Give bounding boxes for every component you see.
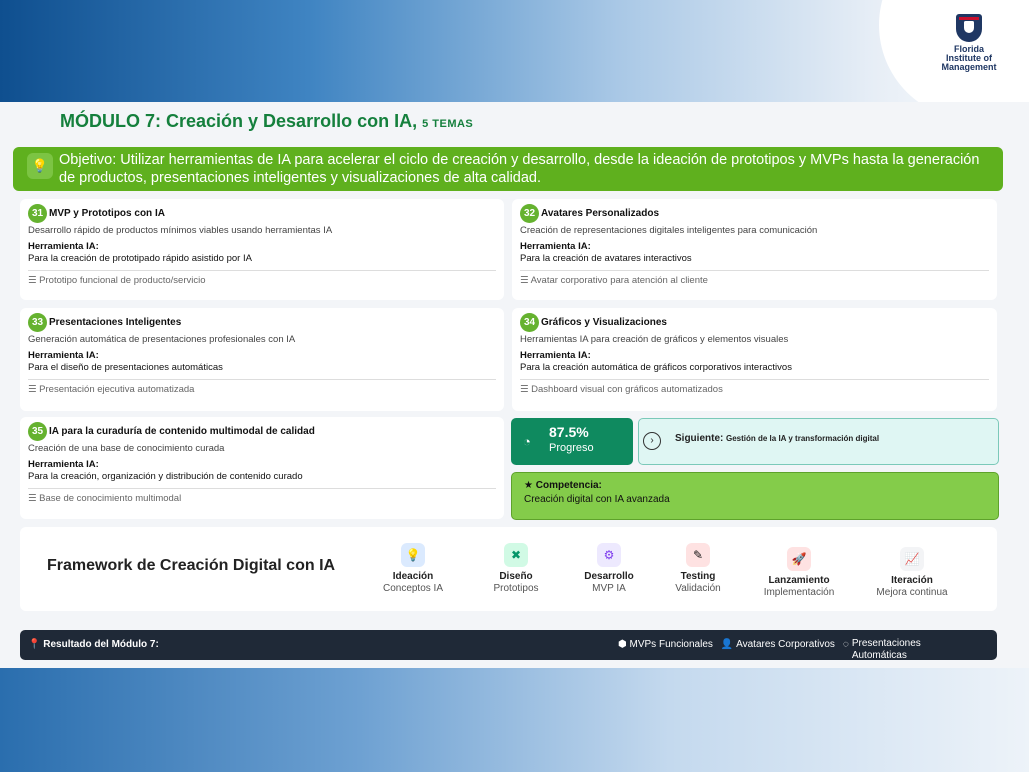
- topic-number: 34: [520, 313, 539, 332]
- topic-output: ☰ Avatar corporativo para atención al cliente: [520, 270, 989, 287]
- progress-value: 87.5%: [549, 424, 589, 440]
- framework-step-desarrollo: [559, 543, 659, 595]
- progress-label: Progreso: [549, 442, 594, 454]
- topic-title: Presentaciones Inteligentes: [49, 317, 182, 329]
- competence-label: Competencia:: [535, 480, 602, 491]
- step-name: Testing: [680, 571, 716, 582]
- framework-step-testing: [648, 543, 748, 595]
- shield-icon: [956, 14, 982, 42]
- chart-line-icon: 📈: [900, 547, 924, 571]
- cogs-icon: ⚙: [597, 543, 621, 567]
- topic-tool: [28, 350, 496, 374]
- topic-tool: [28, 459, 496, 483]
- logo-line-2: Institute of: [946, 53, 992, 63]
- star-icon: ★: [524, 480, 533, 491]
- output-text: Dashboard visual con gráficos automatizados: [531, 384, 723, 395]
- footer-banner: [0, 668, 1029, 772]
- step-sub: Mejora continua: [876, 587, 948, 598]
- framework-step-lanzamiento: [749, 547, 849, 599]
- result-title-text: Resultado del Módulo 7:: [43, 639, 159, 650]
- topic-output: ☰ Dashboard visual con gráficos automatizados: [520, 379, 989, 396]
- topic-output: ☰ Presentación ejecutiva automatizada: [28, 379, 496, 396]
- tool-text: Para la creación de prototipado rápido asistido por IA: [28, 253, 252, 264]
- result-item-text: Avatares Corporativos: [736, 639, 835, 650]
- output-text: Avatar corporativo para atención al cliente: [530, 275, 708, 286]
- topic-output: ☰ Base de conocimiento multimodal: [28, 488, 496, 505]
- next-label: Siguiente:: [675, 433, 724, 444]
- tool-text: Para la creación, organización y distribución de contenido curado: [28, 471, 303, 482]
- result-item-presentations: [843, 639, 932, 662]
- rocket-icon: 🚀: [787, 547, 811, 571]
- framework-section: [20, 527, 997, 611]
- topic-description: Herramientas IA para creación de gráficos y elementos visuales: [520, 334, 789, 345]
- topic-title: Gráficos y Visualizaciones: [541, 317, 667, 329]
- result-items: [618, 639, 932, 662]
- framework-step-ideacion: [363, 543, 463, 595]
- tool-label: Herramienta IA:: [520, 241, 591, 252]
- flask-icon: ✎: [686, 543, 710, 567]
- topic-card-32[interactable]: [512, 199, 997, 300]
- topic-description: Desarrollo rápido de productos mínimos viables usando herramientas IA: [28, 225, 333, 236]
- lightbulb-icon: 💡: [27, 153, 53, 179]
- result-item-text: Presentaciones Automáticas: [851, 638, 921, 661]
- step-name: Diseño: [499, 571, 533, 582]
- logo-line-1: Florida: [953, 44, 984, 54]
- step-sub: Validación: [675, 583, 721, 594]
- module-result-bar: [20, 630, 997, 660]
- pie-chart-icon: ◔: [523, 434, 531, 449]
- output-text: Base de conocimiento multimodal: [39, 493, 182, 504]
- tool-label: Herramienta IA:: [28, 459, 99, 470]
- tool-text: Para la creación automática de gráficos corporativos interactivos: [520, 362, 792, 373]
- progress-card: [511, 418, 633, 465]
- topic-number: 32: [520, 204, 539, 223]
- design-tools-icon: ✖: [504, 543, 528, 567]
- topic-card-35[interactable]: [20, 417, 504, 519]
- objective-banner: [13, 147, 1003, 191]
- topic-description: Creación de una base de conocimiento curada: [28, 443, 225, 454]
- framework-step-diseno: [466, 543, 566, 595]
- step-name: Iteración: [891, 575, 933, 586]
- tool-label: Herramienta IA:: [28, 350, 99, 361]
- result-item-mvps: [618, 639, 713, 662]
- cube-icon: ⬢: [618, 639, 627, 650]
- topic-description: Generación automática de presentaciones profesionales con IA: [28, 334, 296, 345]
- result-title: 📍 Resultado del Módulo 7:: [28, 639, 159, 650]
- tool-label: Herramienta IA:: [28, 241, 99, 252]
- result-item-text: MVPs Funcionales: [629, 639, 713, 650]
- next-module-card[interactable]: [638, 418, 999, 465]
- topic-tool: [520, 241, 989, 265]
- topic-title: MVP y Prototipos con IA: [49, 208, 165, 220]
- chevron-right-icon: ›: [643, 432, 661, 450]
- step-sub: Prototipos: [493, 583, 539, 594]
- framework-step-iteracion: [862, 547, 962, 599]
- topic-number: 33: [28, 313, 47, 332]
- result-item-avatars: [721, 639, 835, 662]
- page-title: [60, 111, 473, 132]
- module-title: MÓDULO 7: Creación y Desarrollo con IA,: [60, 111, 418, 131]
- objective-text: Objetivo: Utilizar herramientas de IA para acelerar el ciclo de creación y desarrollo, desde la ideación de prototipos y MVPs hasta la generación de productos, presentaciones inteligentes y visualizaciones de alta calidad.: [59, 152, 980, 186]
- header-banner: [0, 0, 1029, 104]
- tool-label: Herramienta IA:: [520, 350, 591, 361]
- step-sub: MVP IA: [592, 583, 626, 594]
- topic-output: ☰ Prototipo funcional de producto/servicio: [28, 270, 496, 287]
- next-value: Gestión de la IA y transformación digital: [725, 434, 880, 443]
- tool-text: Para el diseño de presentaciones automáticas: [28, 362, 223, 373]
- output-text: Prototipo funcional de producto/servicio: [39, 275, 206, 286]
- step-name: Lanzamiento: [768, 575, 830, 586]
- presentation-icon: ◌: [842, 639, 849, 650]
- step-name: Desarrollo: [584, 571, 634, 582]
- topic-card-33[interactable]: [20, 308, 504, 411]
- topic-number: 31: [28, 204, 47, 223]
- topic-title: Avatares Personalizados: [541, 208, 660, 220]
- output-text: Presentación ejecutiva automatizada: [39, 384, 195, 395]
- logo-line-3: Management: [941, 62, 997, 72]
- topic-tool: [520, 350, 989, 374]
- topic-tool: [28, 241, 496, 265]
- module-topic-count: 5 TEMAS: [422, 118, 474, 130]
- florida-institute-logo: [936, 14, 1002, 72]
- topic-title: IA para la curaduría de contenido multimodal de calidad: [49, 426, 315, 438]
- competence-value: Creación digital con IA avanzada: [524, 494, 670, 505]
- topic-card-34[interactable]: [512, 308, 997, 411]
- tool-text: Para la creación de avatares interactivos: [520, 253, 692, 264]
- user-icon: 👤: [720, 639, 734, 650]
- lightbulb-icon: 💡: [401, 543, 425, 567]
- framework-title: Framework de Creación Digital con IA: [47, 557, 336, 574]
- step-sub: Implementación: [763, 587, 835, 598]
- competence-card: [511, 472, 999, 520]
- topic-number: 35: [28, 422, 47, 441]
- step-name: Ideación: [392, 571, 434, 582]
- topic-description: Creación de representaciones digitales inteligentes para comunicación: [520, 225, 818, 236]
- topic-card-31[interactable]: [20, 199, 504, 300]
- step-sub: Conceptos IA: [382, 583, 444, 594]
